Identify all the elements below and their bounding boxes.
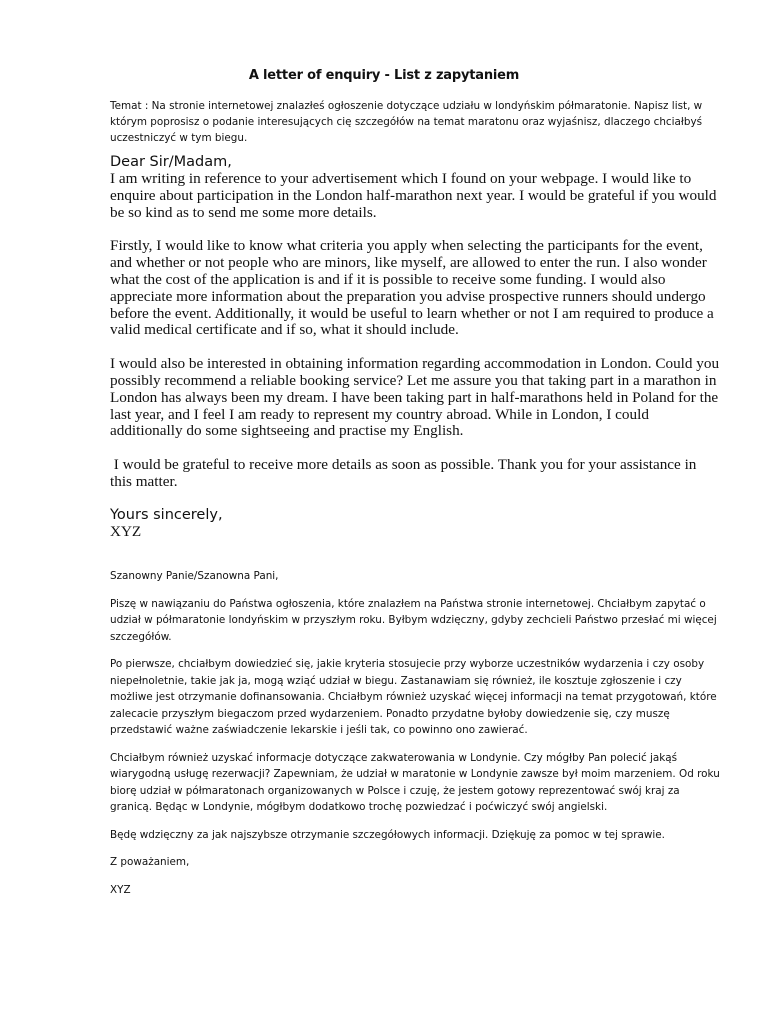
english-paragraph-1: I am writing in reference to your advertisement which I found on your webpage. I would like to enquire about participation in the London half-marathon next year. I would be grateful if you would be so kind as to send me some more details. — [110, 170, 717, 221]
task-instructions: Temat : Na stronie internetowej znalazłeś ogłoszenie dotyczące udziału w londyńskim półmaratonie. Napisz list, w którym poprosisz o podanie interesujących cię szczegółów na temat maratonu oraz wyjaśnisz, dlaczego chciałbyś uczestniczyć w tym biegu. — [110, 100, 703, 144]
paragraph-spacer — [110, 440, 722, 457]
document-title: A letter of enquiry - List z zapytaniem — [248, 68, 520, 83]
paragraph-spacer — [110, 221, 722, 238]
polish-paragraph-1: Piszę w nawiązaniu do Państwa ogłoszenia, które znalazłem na Państwa stronie internetowej. Chciałbym zapytać o udział w półmaratonie londyńskim w przyszłym roku. Byłbym wdzięczny, gdyby zechcieli Państwo przesłać mi więcej szczegółów. — [110, 597, 717, 643]
english-signature: XYZ — [110, 522, 142, 540]
polish-paragraph-4: Będę wdzięczny za jak najszybsze otrzymanie szczegółowych informacji. Dziękuję za pomoc w tej sprawie. — [110, 828, 665, 841]
english-closing: Yours sincerely, — [110, 506, 223, 523]
paragraph-spacer — [110, 491, 722, 507]
polish-signature: XYZ — [110, 883, 131, 896]
polish-paragraph-3: Chciałbym również uzyskać informacje dotyczące zakwaterowania w Londynie. Czy mógłby Pan polecić jakąś wiarygodną usługę rezerwacji? Zapewniam, że udział w maratonie w Londynie zawsze był moim marzeniem. Od roku biorę udział w półmaratonach organizowanych w Polsce i czuję, że jestem gotowy reprezentować swój kraj za granicą. Będąc w Londynie, mógłbym dodatkowo trochę pozwiedzać i poćwiczyć swój angielski. — [110, 751, 720, 813]
english-paragraph-2: Firstly, I would like to know what criteria you apply when selecting the participants for the event, and whether or not people who are minors, like myself, are allowed to enter the run. I also wonder what the cost of the application is and if it is possible to receive some funding. I would also appreciate more information about the preparation you advise prospective runners should undergo before the event. Additionally, it would be useful to learn whether or not I am required to produce a valid medical certificate and if so, what it should include. — [110, 237, 714, 339]
polish-letter — [110, 568, 722, 909]
english-letter — [110, 154, 722, 541]
polish-salutation: Szanowny Panie/Szanowna Pani, — [110, 570, 279, 582]
english-salutation: Dear Sir/Madam, — [110, 154, 232, 170]
english-paragraph-3: I would also be interested in obtaining information regarding accommodation in London. Could you possibly recommend a reliable booking service? Let me assure you that taking part in a marathon in London has always been my dream. I have been taking part in half-marathons held in Poland for the last year, and I feel I am ready to represent my country abroad. While in London, I could additionally do some sightseeing and practise my English. — [110, 355, 720, 440]
english-paragraph-4: I would be grateful to receive more details as soon as possible. Thank you for your assistance in this matter. — [110, 456, 701, 490]
paragraph-spacer — [110, 339, 722, 356]
polish-closing: Z poważaniem, — [110, 856, 190, 868]
polish-paragraph-2: Po pierwsze, chciałbym dowiedzieć się, jakie kryteria stosujecie przy wyborze uczestników wydarzenia i czy osoby niepełnoletnie, takie jak ja, mogą wziąć udział w biegu. Zastanawiam się również, ile kosztuje zgłoszenie i czy możliwe jest otrzymanie dofinansowania. Chciałbym również uzyskać więcej informacji na temat przygotowań, które zalecacie przyszłym biegaczom przed wydarzeniem. Ponadto przydatne byłoby dowiedzenie się, czy muszę przedstawić ważne zaświadczenie lekarskie i jeśli tak, co powinno ono zawierać. — [110, 658, 717, 736]
